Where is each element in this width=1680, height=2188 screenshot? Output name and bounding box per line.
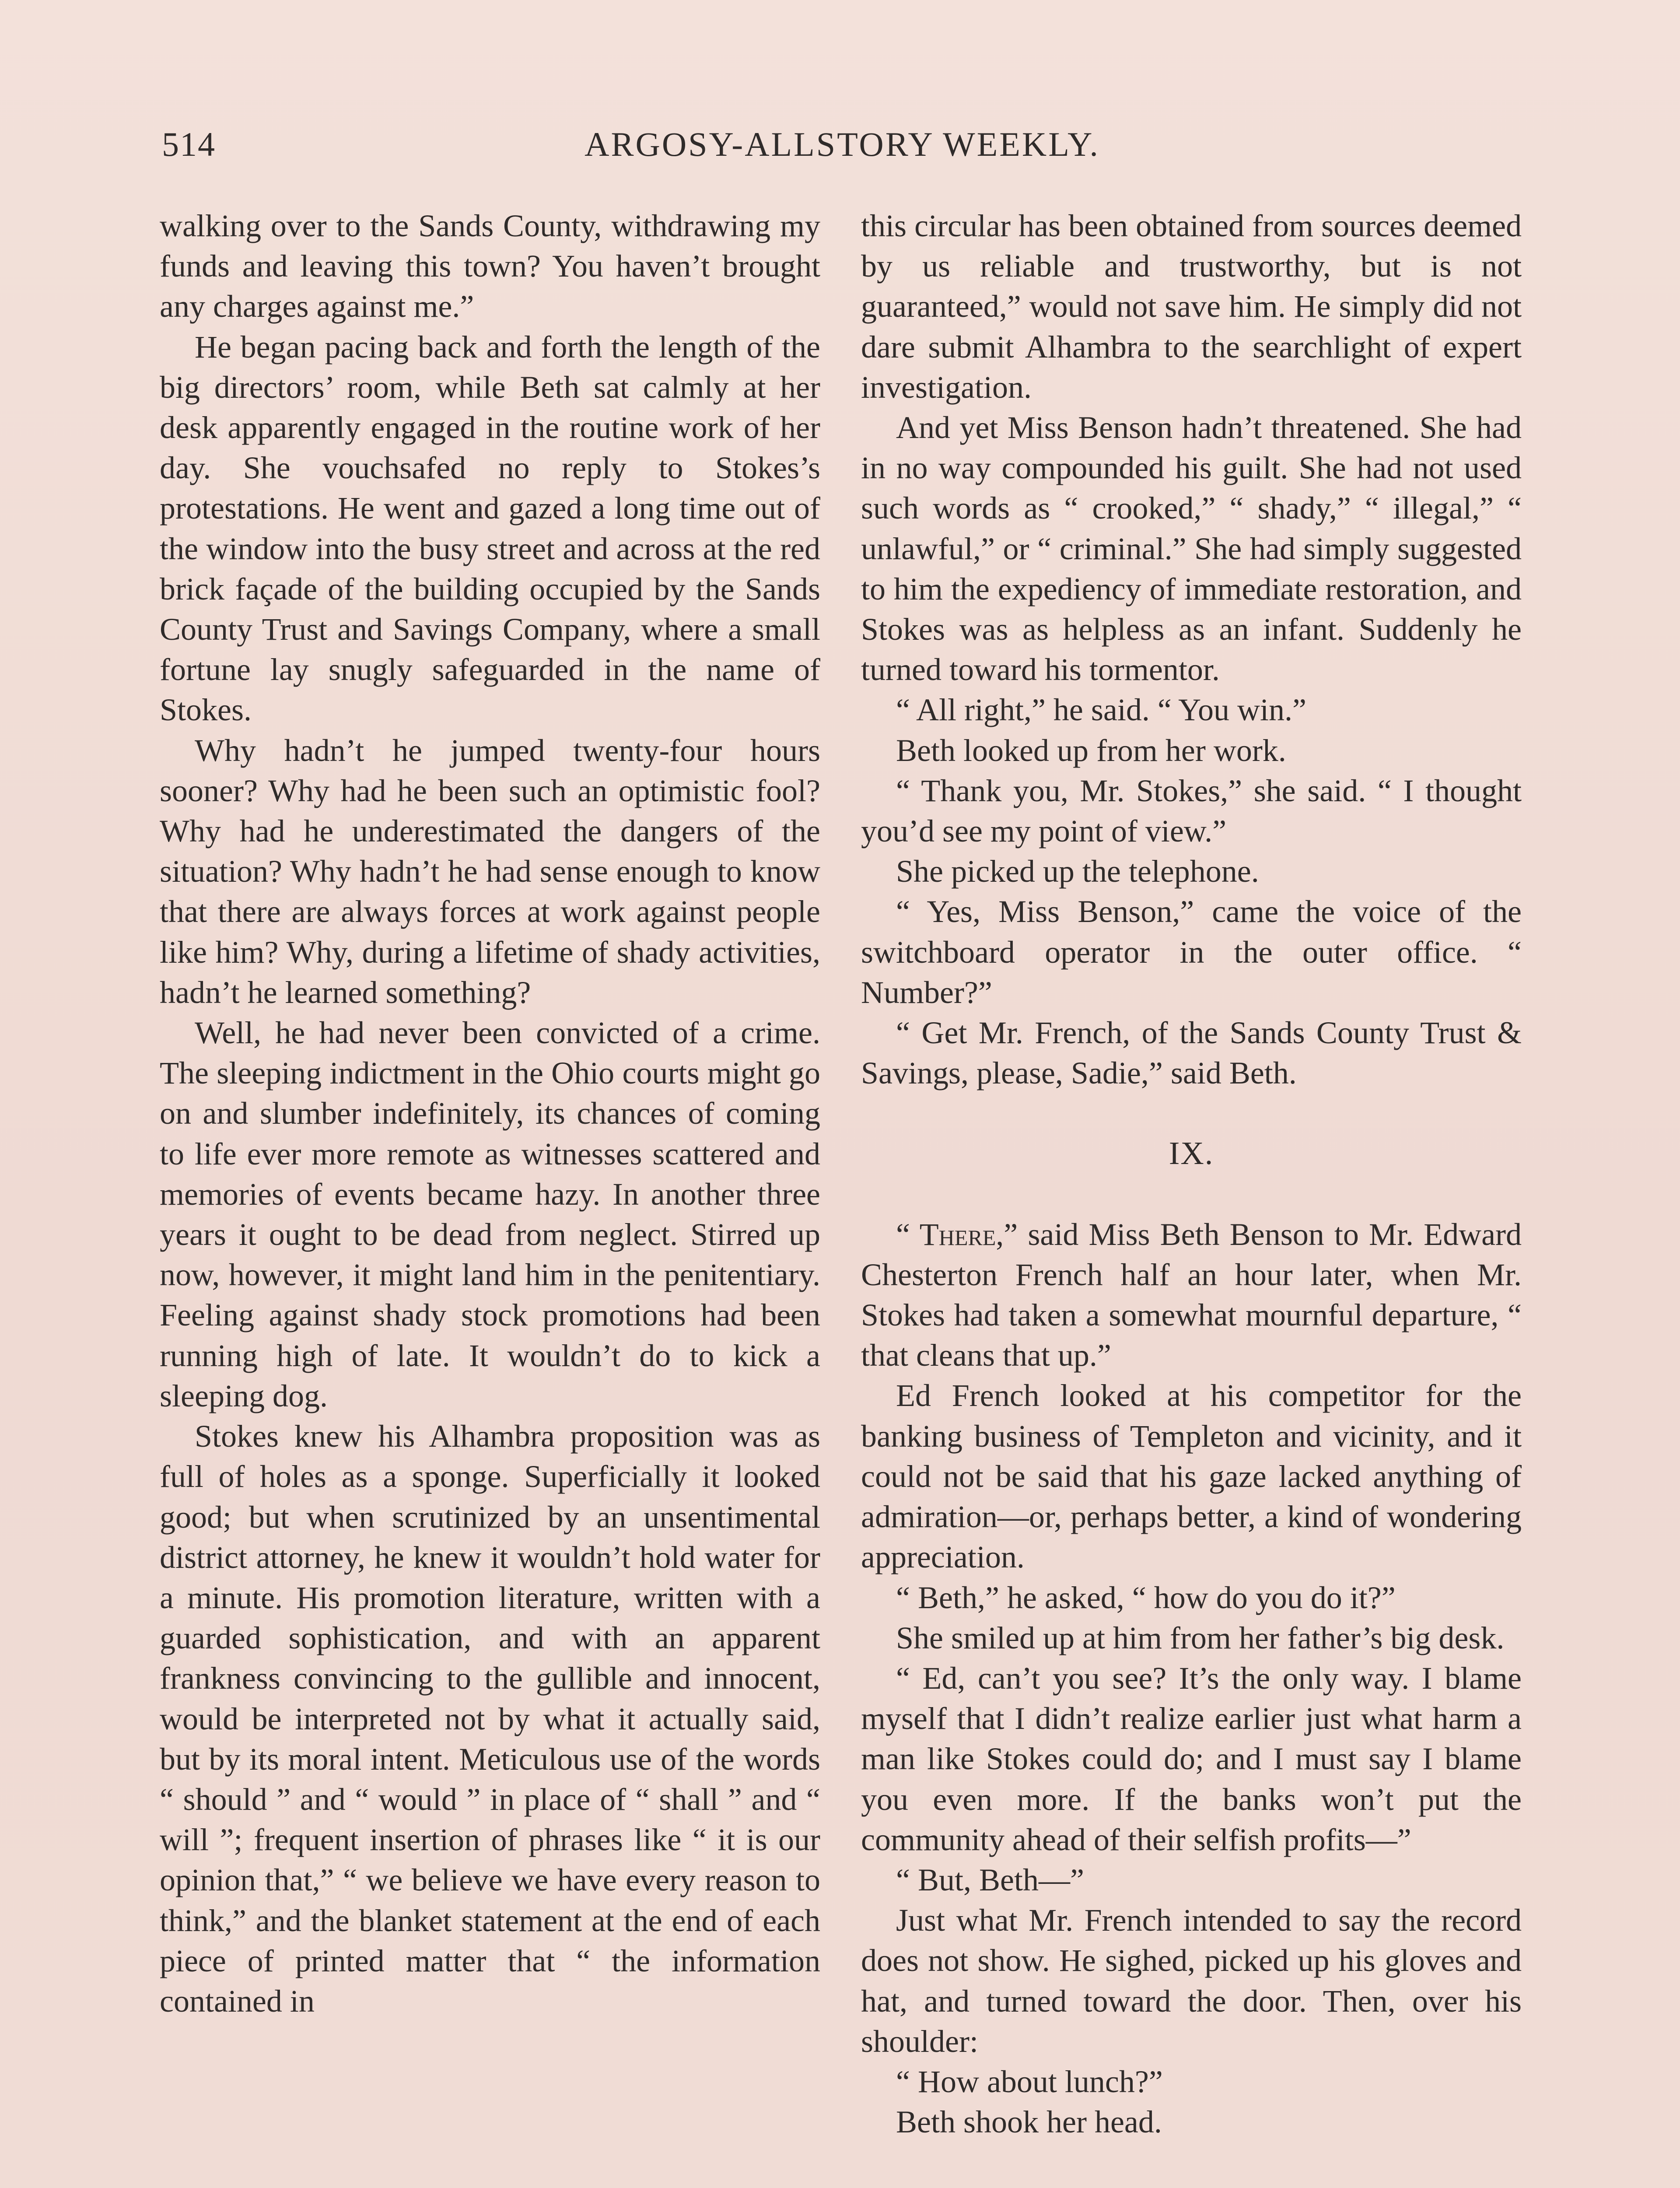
paragraph: walking over to the Sands County, withdrawing my funds and leaving this town? You haven’t brought any charges against me.” [160,208,820,324]
paragraph: And yet Miss Benson hadn’t threatened. She had in no way compounded his guilt. She had not used such words as “ crooked,” “ shady,” “ illegal,” “ unlawful,” or “ criminal.” She had simply suggested to him the expediency of immediate restoration, and Stokes was as helpless as an infant. Suddenly he turned toward his tormentor. [861,410,1522,687]
paragraph: “ Beth,” he asked, “ how do you do it?” [896,1580,1396,1615]
paragraph: “ All right,” he said. “ You win.” [896,692,1306,728]
paragraph: Why hadn’t he jumped twenty-four hours sooner? Why had he been such an optimistic fool? Why had he underestimated the dangers of the situation? Why hadn’t he had sense enough to know that there are always forces at work against people like him? Why, during a lifetime of shady activities, hadn’t he learned something? [160,733,820,1010]
paragraph: Well, he had never been convicted of a crime. The sleeping indictment in the Ohio courts might go on and slumber indefinitely, its chances of coming to life ever more remote as witnesses scattered and memories of events became hazy. In another three years it ought to be dead from neglect. Stirred up now, however, it might land him in the penitentiary. Feeling against shady stock promotions had been running high of late. It wouldn’t do to kick a sleeping dog. [160,1015,820,1413]
paragraph: Ed French looked at his competitor for the banking business of Templeton and vicinity, and it could not be said that his gaze lacked anything of admiration—or, perhaps better, a kind of wondering appreciation. [861,1378,1522,1575]
opening-word: “ There, [896,1217,1004,1252]
paragraph-text: ” said Miss Beth Benson to Mr. Edward Chesterton French half an hour later, when Mr. Stokes had taken a somewhat mournful departure, “ that cleans that up.” [861,1217,1522,1373]
paragraph: She smiled up at him from her father’s big desk. [896,1620,1505,1655]
paragraph: “ Get Mr. French, of the Sands County Trust & Savings, please, Sadie,” said Beth. [861,1015,1522,1091]
paragraph: “ Yes, Miss Benson,” came the voice of the switchboard operator in the outer office. “ Number?” [861,894,1522,1010]
paragraph: “ Thank you, Mr. Stokes,” she said. “ I thought you’d see my point of view.” [861,773,1522,849]
running-title: ARGOSY-ALLSTORY WEEKLY. [584,125,1100,163]
paragraph: He began pacing back and forth the length of the big directors’ room, while Beth sat calmly at her desk apparently engaged in the routine work of her day. She vouchsafed no reply to Stokes’s protestations. He went and gazed a long time out of the window into the busy street and across at the red brick façade of the building occupied by the Sands County Trust and Savings Company, where a small fortune lay snugly safeguarded in the name of Stokes. [160,329,820,728]
paragraph: “ Ed, can’t you see? It’s the only way. I blame myself that I didn’t realize earlier just what harm a man like Stokes could do; and I must say I blame you even more. If the banks won’t put the community ahead of their selfish profits—” [861,1660,1522,1857]
right-column [861,206,1522,2142]
page-header [162,125,1522,177]
paragraph: Stokes knew his Alhambra proposition was as full of holes as a sponge. Superficially it looked good; but when scrutinized by an unsentimental district attorney, he knew it wouldn’t hold water for a minute. His promotion literature, written with a guarded sophistication, and with an apparent frankness convincing to the gullible and innocent, would be interpreted not by what it actually said, but by its moral intent. Meticulous use of the words “ should ” and “ would ” in place of “ shall ” and “ will ”; frequent insertion of phrases like “ it is our opinion that,” “ we believe we have every reason to think,” and the blanket statement at the end of each piece of printed matter that “ the information contained in [160,1419,820,2019]
paragraph: Beth shook her head. [896,2104,1162,2140]
paragraph: Just what Mr. French intended to say the record does not show. He sighed, picked up his gloves and hat, and turned toward the door. Then, over his shoulder: [861,1903,1522,2059]
chapter-heading: IX. [1169,1136,1214,1172]
paragraph: “ How about lunch?” [896,2064,1163,2099]
paragraph: “ But, Beth—” [896,1862,1084,1897]
page-number: 514 [162,125,216,163]
paragraph: Beth looked up from her work. [896,733,1286,768]
left-column [160,206,820,2021]
paragraph: She picked up the telephone. [896,854,1259,889]
paragraph: this circular has been obtained from sources deemed by us reliable and trustworthy, but is not guaranteed,” would not save him. He simply did not dare submit Alhambra to the searchlight of expert investigation. [861,208,1522,405]
paragraph [861,1214,1522,1376]
